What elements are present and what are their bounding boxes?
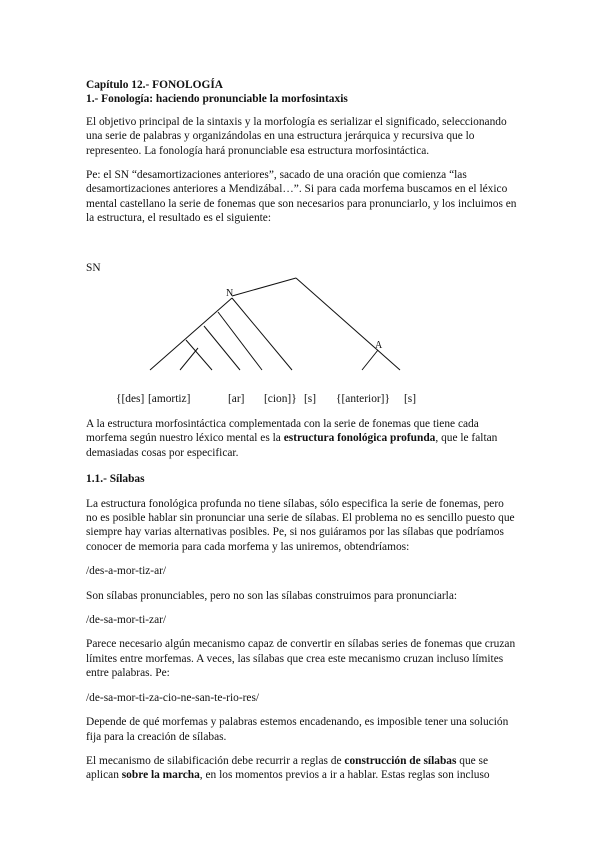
syllables-paragraph-1: La estructura fonológica profunda no tiene sílabas, sólo especifica la serie de fonemas, pero no es posible hablar sin pronunciar una serie de sílabas. El problema no es sencillo puesto que siempre hay varias alternativas posibles. Pe, si nos guiáramos por las sílabas que podríamos conocer de memoria para cada morfema y las uniremos, obtendríamos: xyxy=(86,497,515,553)
tree-branch xyxy=(204,326,240,370)
subsection-title: 1.1.- Sílabas xyxy=(86,473,145,486)
chapter-title: Capítulo 12.- FONOLOGÍA xyxy=(86,79,224,91)
term-syllable-construction: construcción de sílabas xyxy=(344,754,457,767)
intro-paragraph-1: El objetivo principal de la sintaxis y la morfología es serializar el significado, seleccionando una serie de palabras y organizándolas en una estructura jerárquica y recursiva que lo representeo. La fonología hará pronunciable esa estructura morfosintáctica. xyxy=(86,115,507,157)
page-bottom xyxy=(86,417,518,783)
tree-branch xyxy=(150,298,232,370)
syllables-paragraph-2: Son sílabas pronunciables, pero no son las sílabas construimos para pronunciarla: xyxy=(86,589,458,602)
tree-leaf: {[anterior]} xyxy=(336,393,390,405)
syllables-paragraph-5: El mecanismo de silabificación debe recurrir a reglas de construcción de sílabas que se aplican sobre la marcha, en los momentos previos a ir a hablar. Estas reglas son incluso xyxy=(86,754,490,782)
tree-leaf: [s] xyxy=(404,393,417,405)
tree-leaf: [cion]} xyxy=(264,393,297,405)
tree-node-n: N xyxy=(226,288,234,299)
tree-leaf: [s] xyxy=(304,393,317,405)
tree-leaf: [amortiz] xyxy=(148,393,191,405)
tree-branch xyxy=(232,298,292,370)
section-title: 1.- Fonología: haciendo pronunciable la morfosintaxis xyxy=(86,93,348,106)
tree-branch xyxy=(180,348,198,370)
tree-branch xyxy=(218,312,262,370)
tree-leaf: [ar] xyxy=(228,393,245,405)
tree-branch xyxy=(362,350,378,370)
tree-branch xyxy=(232,278,296,296)
tree-branch xyxy=(186,340,212,370)
deep-structure-paragraph: A la estructura morfosintáctica complementada con la serie de fonemas que tiene cada morfema según nuestro léxico mental es la estructura fonológica profunda, que le faltan demasiadas cosas por especificar. xyxy=(86,418,498,459)
example-1: /des-a-mor-tiz-ar/ xyxy=(86,565,167,578)
example-3: /de-sa-mor-ti-za-cio-ne-san-te-rio-res/ xyxy=(86,691,260,704)
tree-root-label: SN xyxy=(86,262,101,274)
tree-node-a: A xyxy=(375,340,383,351)
example-2: /de-sa-mor-ti-zar/ xyxy=(86,614,167,627)
term-deep-structure: estructura fonológica profunda xyxy=(283,432,436,445)
term-on-the-fly: sobre la marcha xyxy=(121,769,200,782)
tree-branch xyxy=(296,278,400,370)
syllables-paragraph-3: Parece necesario algún mecanismo capaz de convertir en sílabas series de fonemas que cruzan límites entre morfemas. A veces, las sílabas que crea este mecanismo cruzan incluso límites entre palabras. Pe: xyxy=(86,638,516,680)
syllables-paragraph-4: Depende de qué morfemas y palabras estemos encadenando, es imposible tener una solución fija para la creación de sílabas. xyxy=(86,716,509,743)
tree-leaf: {[des] xyxy=(116,393,145,405)
intro-paragraph-2: Pe: el SN “desamortizaciones anteriores”, sacado de una oración que comienza “las desamortizaciones anteriores a Mendizábal…”. Si para cada morfema buscamos en el léxico mental castellano la serie de fonemas que son necesarios para pronunciarlo, y los incluimos en la estructura, el resultado es el siguiente: xyxy=(86,169,517,225)
